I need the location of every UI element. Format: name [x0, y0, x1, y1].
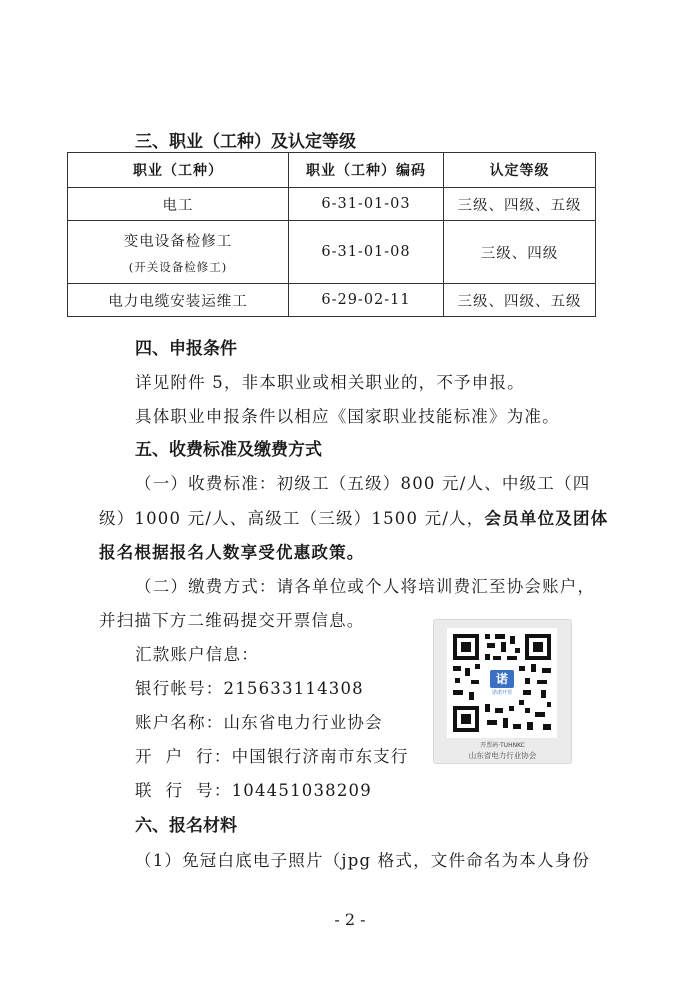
paragraph: 详见附件 5，非本职业或相关职业的，不予申报。	[135, 373, 525, 392]
job-level: 三级、四级、五级	[444, 284, 596, 317]
header-job: 职业（工种）	[68, 153, 289, 188]
member-discount-text: 报名根据报名人数享受优惠政策。	[99, 543, 365, 562]
section-3-heading: 三、职业（工种）及认定等级	[135, 132, 356, 152]
qr-caption: 山东省电力行业协会	[468, 751, 537, 760]
invoice-qr-card[interactable]	[433, 619, 572, 764]
account-name: 账户名称：山东省电力行业协会	[135, 713, 383, 732]
fee-text: 级）1000 元/人、高级工（三级）1500 元/人，	[99, 509, 485, 528]
job-code: 6-31-01-03	[289, 188, 444, 221]
header-level: 认定等级	[444, 153, 596, 188]
paragraph-line	[99, 505, 608, 529]
table-row	[68, 221, 596, 284]
paragraph: （二）缴费方式：请各单位或个人将培训费汇至协会账户，	[135, 577, 596, 596]
member-discount-text: 会员单位及团体	[484, 509, 609, 528]
table-row	[68, 284, 596, 317]
paragraph: 并扫描下方二维码提交开票信息。	[99, 611, 365, 630]
section-5-heading: 五、收费标准及缴费方式	[135, 440, 322, 460]
account-title: 汇款账户信息：	[135, 645, 259, 664]
nuonuo-badge-icon: 诺	[495, 672, 508, 686]
paragraph: （1）免冠白底电子照片（jpg 格式，文件命名为本人身份	[135, 851, 591, 870]
qr-code[interactable]	[447, 628, 557, 738]
job-name-sub: (开关设备检修工)	[128, 259, 228, 274]
paragraph: 具体职业申报条件以相应《国家职业技能标准》为准。	[135, 407, 560, 426]
nuonuo-badge-label: 诺诺开票	[491, 690, 512, 696]
header-code: 职业（工种）编码	[289, 153, 444, 188]
bank-number: 联 行 号：104451038209	[135, 781, 372, 800]
job-code: 6-31-01-08	[289, 221, 444, 284]
job-name: 变电设备检修工	[123, 233, 233, 250]
bank-branch: 开 户 行：中国银行济南市东支行	[135, 747, 409, 766]
job-level-table	[67, 152, 596, 317]
job-name: 电力电缆安装运维工	[68, 284, 289, 317]
paragraph: （一）收费标准：初级工（五级）800 元/人、中级工（四	[135, 474, 591, 493]
qr-caption-small: 开票码·TUHNKC	[480, 742, 525, 749]
job-level: 三级、四级、五级	[444, 188, 596, 221]
table-header-row	[68, 153, 596, 188]
job-code: 6-29-02-11	[289, 284, 444, 317]
job-name: 电工	[68, 188, 289, 221]
section-4-heading: 四、申报条件	[135, 339, 237, 359]
section-6-heading: 六、报名材料	[135, 816, 237, 836]
bank-account: 银行帐号：215633114308	[135, 679, 364, 698]
job-name-cell	[68, 221, 289, 284]
table-row	[68, 188, 596, 221]
page-number: - 2 -	[334, 910, 366, 929]
job-level: 三级、四级	[444, 221, 596, 284]
